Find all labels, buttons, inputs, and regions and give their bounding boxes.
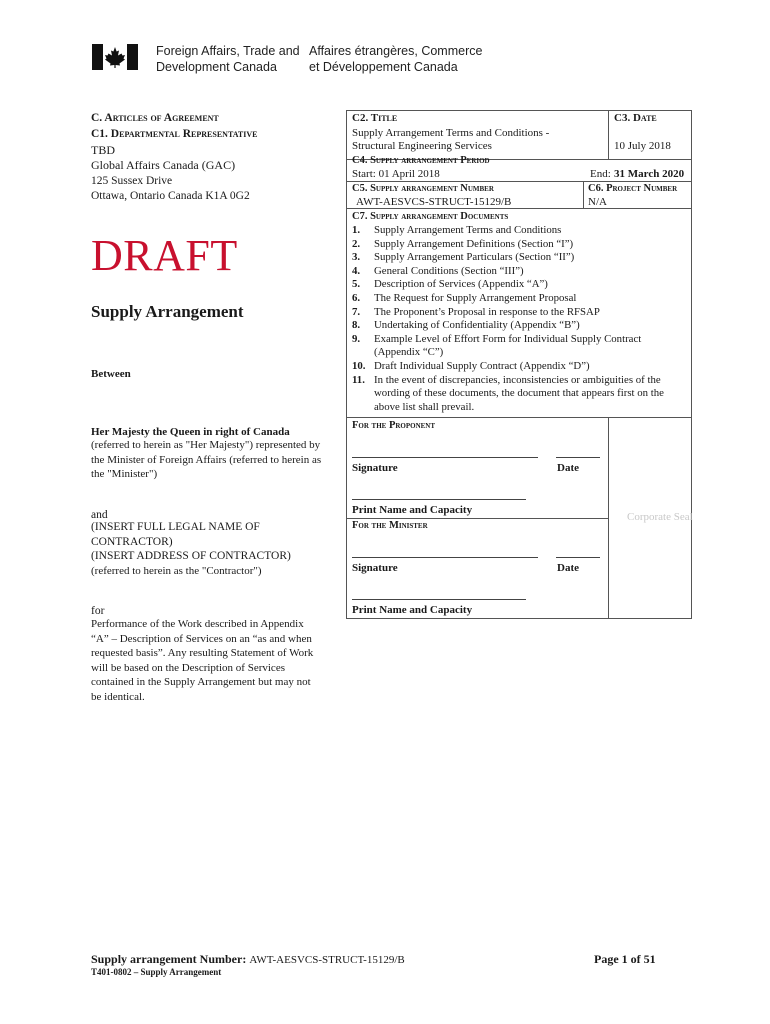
document-title: Description of Services (Appendix “A”) [374, 278, 548, 291]
document-title: Undertaking of Confidentiality (Appendix “B”) [374, 319, 580, 332]
document-title: Draft Individual Supply Contract (Appendix “D”) [374, 359, 590, 372]
footer-sa-value: AWT-AESVCS-STRUCT-15129/B [249, 954, 405, 966]
proponent-label: For the Proponent [352, 420, 436, 431]
proponent-print-name-line [352, 499, 526, 500]
document-number: 3. [352, 251, 361, 264]
address-line-2: Ottawa, Ontario Canada K1A 0G2 [91, 190, 250, 202]
section-c1-heading: C1. Departmental Representative [91, 128, 258, 140]
c7-label: C7. Supply arrangement Documents [352, 211, 509, 222]
document-title: The Proponent’s Proposal in response to the RFSAP [374, 305, 600, 318]
party-2-reference: (referred to herein as the "Contractor") [91, 565, 262, 577]
department-name-en-1: Foreign Affairs, Trade and [156, 44, 300, 58]
proponent-date-line [556, 457, 600, 458]
footer-sa-number [91, 952, 405, 967]
form-number: T401-0802 – Supply Arrangement [91, 967, 222, 977]
document-number: 9. [352, 332, 361, 345]
minister-date-label: Date [557, 562, 579, 574]
document-number: 11. [352, 373, 365, 386]
document-title: Supply Arrangement Definitions (Section “I”) [374, 237, 574, 250]
canada-flag-icon [92, 44, 138, 70]
document-number: 6. [352, 291, 361, 304]
minister-print-name-label: Print Name and Capacity [352, 604, 473, 616]
between-label: Between [91, 368, 131, 380]
c5-sa-number: AWT-AESVCS-STRUCT-15129/B [356, 196, 512, 208]
document-title: Supply Arrangement [91, 302, 244, 321]
party-1-description: (referred to herein as "Her Majesty") represented by the Minister of Foreign Affairs (referred to herein as the "Minister") [91, 439, 322, 480]
proponent-signature-line [352, 457, 538, 458]
section-c-heading: C. Articles of Agreement [91, 112, 219, 124]
document-title: Supply Arrangement Particulars (Section “II”) [374, 251, 575, 264]
document-list-item [352, 306, 688, 320]
document-list-item [352, 224, 688, 238]
corporate-seal-label: Corporate Seal [627, 511, 693, 523]
c4-label: C4. Supply arrangement Period [352, 155, 490, 166]
proponent-date-label: Date [557, 462, 579, 474]
c4-start: Start: 01 April 2018 [352, 168, 440, 180]
c2-title-line-1: Supply Arrangement Terms and Conditions - [352, 127, 550, 139]
document-list-item [352, 278, 688, 292]
c4-end-label: End: [590, 168, 611, 180]
c2-title-line-2: Structural Engineering Services [352, 140, 492, 152]
document-number: 5. [352, 278, 361, 291]
minister-date-line [556, 557, 600, 558]
document-list-item [352, 238, 688, 252]
proponent-print-name-label: Print Name and Capacity [352, 504, 473, 516]
and-label: and [91, 509, 108, 521]
document-list-item [352, 265, 688, 279]
document-number: 8. [352, 319, 361, 332]
department-name-en-2: Development Canada [156, 60, 277, 74]
department-name-fr-2: et Développement Canada [309, 60, 458, 74]
party-1-name: Her Majesty the Queen in right of Canada [91, 426, 290, 438]
for-label: for [91, 605, 105, 617]
c3-label: C3. Date [614, 112, 657, 124]
representative-name: TBD [91, 143, 115, 157]
party-2-name: (INSERT FULL LEGAL NAME OF CONTRACTOR) [91, 521, 260, 548]
department-name-fr-1: Affaires étrangères, Commerce [309, 44, 483, 58]
document-number: 1. [352, 224, 361, 236]
party-2-address: (INSERT ADDRESS OF CONTRACTOR) [91, 550, 291, 562]
c6-project-number: N/A [588, 196, 607, 208]
minister-signature-label: Signature [352, 562, 398, 574]
c2-label: C2. Title [352, 112, 398, 124]
document-title: Supply Arrangement Terms and Conditions [374, 224, 562, 236]
footer-sa-label: Supply arrangement Number: [91, 952, 247, 966]
minister-print-name-line [352, 599, 526, 600]
c3-date-value: 10 July 2018 [614, 140, 671, 152]
document-title: The Request for Supply Arrangement Proposal [374, 291, 577, 304]
minister-label: For the Minister [352, 520, 428, 531]
address-line-1: 125 Sussex Drive [91, 175, 173, 187]
document-title: General Conditions (Section “III”) [374, 264, 524, 277]
document-list-item [352, 251, 688, 265]
purpose-text: Performance of the Work described in Appendix “A” – Description of Services on an “as and when requested basis”. Any resulting Statement of Work will be based on the Description of Services contained in the Supply Arrangement but may not be identical. [91, 618, 314, 703]
document-list-item [352, 333, 688, 360]
document-title: In the event of discrepancies, inconsistencies or ambiguities of the wording of these documents, the document that appears first on the above list shall prevail. [374, 373, 664, 413]
document-list-item [352, 292, 688, 306]
document-number: 7. [352, 305, 361, 318]
page-number: Page 1 of 51 [594, 952, 656, 966]
c5-label: C5. Supply arrangement Number [352, 183, 494, 194]
document-number: 10. [352, 359, 366, 372]
documents-list [352, 224, 688, 414]
document-number: 4. [352, 264, 361, 277]
document-list-item [352, 360, 688, 374]
organization-name: Global Affairs Canada (GAC) [91, 158, 236, 172]
document-number: 2. [352, 237, 361, 250]
document-list-item [352, 319, 688, 333]
document-list-item [352, 374, 688, 415]
document-title: Example Level of Effort Form for Individual Supply Contract (Appendix “C”) [374, 332, 642, 359]
c4-end-value: 31 March 2020 [614, 168, 685, 180]
proponent-signature-label: Signature [352, 462, 398, 474]
draft-watermark: DRAFT [91, 231, 238, 280]
c6-label: C6. Project Number [588, 183, 678, 194]
minister-signature-line [352, 557, 538, 558]
